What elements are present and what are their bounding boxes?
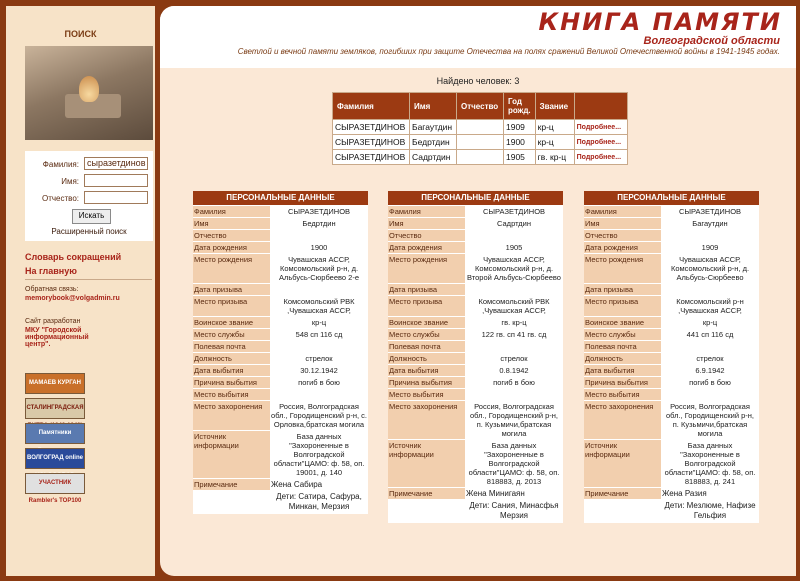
card-field-row (193, 352, 368, 364)
field-label: Фамилия (388, 206, 465, 217)
field-label: Дата рождения (193, 242, 270, 253)
cell-name: Садртдин (410, 150, 457, 165)
cell-patronymic (457, 120, 504, 135)
cell-name: Бедртдин (410, 135, 457, 150)
field-label: Должность (388, 353, 465, 364)
cell-name: Багаутдин (410, 120, 457, 135)
field-label: Причина выбытия (388, 377, 465, 388)
field-value (465, 389, 563, 400)
surname-row (25, 157, 153, 171)
eternal-flame-image (25, 46, 153, 140)
field-value: 0.8.1942 (499, 366, 529, 375)
children-spacer (388, 499, 465, 523)
card-field-row (388, 295, 563, 316)
person-card (193, 191, 368, 514)
col-name: Имя (410, 93, 457, 120)
results-table (332, 92, 628, 165)
field-value: стрелок (305, 354, 333, 363)
found-count: Найдено человек: 3 (436, 76, 520, 86)
site-header (160, 6, 796, 68)
made-by-org[interactable]: МКУ "Городской информационный центр". (25, 327, 89, 348)
field-value (661, 284, 759, 295)
field-label: Источник информации (388, 440, 465, 487)
children-value: Дети: Мезлюме, Нафизе Гельфия (664, 501, 756, 520)
card-field-row (388, 340, 563, 352)
name-row (25, 174, 153, 188)
field-label: Место службы (193, 329, 270, 340)
note-value: Жена Разия (662, 489, 707, 498)
children-value: Дети: Сания, Минасфья Мерзия (469, 501, 559, 520)
card-field-row (584, 295, 759, 316)
field-value: стрелок (500, 354, 528, 363)
card-field-row (388, 229, 563, 241)
banner-volgograd-online[interactable]: ВОЛГОГРАД online (25, 448, 85, 469)
field-value: Комсомольский р-н ,Чувашская АССР, (676, 297, 744, 315)
field-value: База данных "Захороненные в Волгоградской области"ЦАМО: ф. 58, оп. 19001, д. 140 (273, 432, 365, 477)
banner-mamaev[interactable]: МАМАЕВ КУРГАН (25, 373, 85, 394)
advanced-search-link[interactable]: Расширенный поиск (51, 227, 127, 236)
field-label: Отчество (193, 230, 270, 241)
patronymic-input[interactable] (84, 191, 148, 204)
field-value: Комсомольский РВК ,Чувашская АССР, (478, 297, 550, 315)
field-label: Место захоронения (388, 401, 465, 439)
field-label: Дата выбытия (388, 365, 465, 376)
card-field-row (584, 364, 759, 376)
col-more (574, 93, 627, 120)
field-value: кр-ц (702, 318, 718, 327)
field-label: Имя (584, 218, 661, 229)
details-link[interactable]: Подробнее... (574, 150, 627, 165)
card-field-row (584, 340, 759, 352)
details-link[interactable]: Подробнее... (574, 135, 627, 150)
field-label: Дата призыва (193, 284, 270, 295)
card-field-row (193, 253, 368, 283)
field-value: погиб в бою (493, 378, 535, 387)
card-field-row (193, 430, 368, 478)
card-field-row (193, 316, 368, 328)
card-children-row (388, 499, 563, 523)
field-label: Место рождения (584, 254, 661, 283)
field-value (270, 284, 368, 295)
field-label: Место призыва (584, 296, 661, 316)
card-field-row (193, 376, 368, 388)
field-label: Имя (388, 218, 465, 229)
card-field-row (388, 439, 563, 487)
card-field-row (584, 388, 759, 400)
field-label: Отчество (584, 230, 661, 241)
card-header: ПЕРСОНАЛЬНЫЕ ДАННЫЕ (388, 191, 563, 205)
field-value: Чувашская АССР, Комсомольский р-н, д. Второй Альбусь-Сюрбеево (467, 255, 561, 282)
field-label: Место захоронения (584, 401, 661, 439)
field-value (270, 230, 368, 241)
card-note-row (584, 487, 759, 499)
children-spacer (584, 499, 661, 523)
card-field-row (388, 388, 563, 400)
field-label: Дата выбытия (193, 365, 270, 376)
field-value: гв. кр-ц (501, 318, 527, 327)
card-field-row (193, 241, 368, 253)
field-value (270, 341, 368, 352)
card-field-row (193, 295, 368, 316)
field-value: 30.12.1942 (300, 366, 338, 375)
card-header: ПЕРСОНАЛЬНЫЕ ДАННЫЕ (193, 191, 368, 205)
cell-surname: СЫРАЗЕТДИНОВ (333, 135, 410, 150)
children-value: Дети: Сатира, Сафура, Минкан, Мерзия (276, 492, 362, 511)
banner-monuments[interactable]: Памятники (25, 423, 85, 444)
field-value: 548 сп 116 сд (295, 330, 343, 339)
person-card (584, 191, 759, 523)
card-field-row (584, 352, 759, 364)
cell-rank: кр-ц (535, 135, 574, 150)
field-label: Место службы (388, 329, 465, 340)
card-field-row (584, 217, 759, 229)
home-link[interactable]: На главную (25, 266, 77, 276)
field-value: СЫРАЗЕТДИНОВ (482, 207, 546, 216)
feedback-email[interactable]: memorybook@volgadmin.ru (25, 295, 120, 302)
site-title: КНИГА ПАМЯТИ (538, 8, 782, 36)
card-field-row (193, 229, 368, 241)
card-field-row (584, 316, 759, 328)
cell-rank: кр-ц (535, 120, 574, 135)
card-field-row (388, 328, 563, 340)
note-value: Жена Минигаян (466, 489, 525, 498)
card-note-row (388, 487, 563, 499)
card-field-row (584, 205, 759, 217)
field-label: Воинское звание (584, 317, 661, 328)
card-field-row (193, 340, 368, 352)
field-label: Полевая почта (388, 341, 465, 352)
card-field-row (193, 328, 368, 340)
search-title: ПОИСК (64, 29, 97, 39)
field-label: Источник информации (193, 431, 270, 478)
field-value: 122 гв. сп 41 гв. сд (481, 330, 547, 339)
field-value: погиб в бою (689, 378, 731, 387)
name-label: Имя: (61, 177, 79, 186)
card-field-row (584, 283, 759, 295)
card-field-row (388, 283, 563, 295)
field-value: 1905 (505, 243, 523, 252)
field-label: Должность (584, 353, 661, 364)
field-value: 6.9.1942 (695, 366, 725, 375)
field-value (661, 389, 759, 400)
field-value: Комсомольский РВК ,Чувашская АССР, (283, 297, 355, 315)
field-label: Место выбытия (193, 389, 270, 400)
field-label: Фамилия (193, 206, 270, 217)
details-link[interactable]: Подробнее... (574, 120, 627, 135)
table-row (333, 135, 628, 150)
card-field-row (388, 364, 563, 376)
field-label: Дата рождения (584, 242, 661, 253)
search-form (25, 151, 153, 241)
card-children-row (584, 499, 759, 523)
field-label: Источник информации (584, 440, 661, 487)
card-field-row (584, 439, 759, 487)
patronymic-label: Отчество: (42, 194, 79, 203)
field-value: База данных "Захороненные в Волгоградской области"ЦАМО: ф. 58, оп. 818883, д. 2013 (468, 441, 560, 486)
field-value: Россия, Волгоградская обл., Городищенский р-н, с. Орловка,братская могила (271, 402, 367, 429)
card-field-row (193, 388, 368, 400)
field-value: Чувашская АССР, Комсомольский р-н, д. Альбусь-Сюрбеево 2-е (279, 255, 359, 282)
card-header: ПЕРСОНАЛЬНЫЕ ДАННЫЕ (584, 191, 759, 205)
card-field-row (388, 316, 563, 328)
field-label: Причина выбытия (193, 377, 270, 388)
card-field-row (193, 364, 368, 376)
field-label: Дата призыва (388, 284, 465, 295)
site-subtitle: Волгоградской области (643, 35, 780, 47)
field-value: База данных "Захороненные в Волгоградской области"ЦАМО: ф. 58, оп. 818883, д. 241 (664, 441, 756, 486)
field-label: Место выбытия (584, 389, 661, 400)
field-value: СЫРАЗЕТДИНОВ (287, 207, 351, 216)
sidebar (6, 6, 155, 576)
field-value: погиб в бою (298, 378, 340, 387)
card-field-row (388, 400, 563, 439)
field-label: Фамилия (584, 206, 661, 217)
cell-patronymic (457, 135, 504, 150)
note-label: Примечание (193, 479, 270, 490)
card-field-row (193, 283, 368, 295)
field-value: Россия, Волгоградская обл., Городищенский р-н, п. Кузьмичи,братская могила (665, 402, 755, 438)
card-field-row (584, 400, 759, 439)
card-children-row (193, 490, 368, 514)
field-value: Садртдин (497, 219, 531, 228)
cell-patronymic (457, 150, 504, 165)
field-label: Причина выбытия (584, 377, 661, 388)
card-field-row (388, 205, 563, 217)
field-label: Место рождения (193, 254, 270, 283)
card-field-row (388, 376, 563, 388)
name-input[interactable] (84, 174, 148, 187)
field-label: Место захоронения (193, 401, 270, 430)
field-value (270, 389, 368, 400)
field-label: Дата призыва (584, 284, 661, 295)
card-note-row (193, 478, 368, 490)
patronymic-row (25, 191, 153, 205)
card-field-row (388, 217, 563, 229)
field-value: Чувашская АССР, Комсомольский р-н, д. Альбусь-Сюрбеево (670, 255, 750, 282)
field-value (465, 341, 563, 352)
field-value: 441 сп 116 сд (686, 330, 734, 339)
card-field-row (193, 400, 368, 430)
banner-rambler[interactable]: УЧАСТНИК Rambler's TOP100 (25, 473, 85, 494)
field-value: кр-ц (311, 318, 327, 327)
results-header-row (333, 93, 628, 120)
card-field-row (388, 253, 563, 283)
site-tagline: Светлой и вечной памяти земляков, погибших при защите Отечества на полях сражений Великой Отечественной войны в 1941-1945 годах. (237, 47, 780, 56)
field-label: Воинское звание (193, 317, 270, 328)
field-label: Дата рождения (388, 242, 465, 253)
person-card (388, 191, 563, 523)
note-value: Жена Сабира (271, 480, 323, 489)
banner-stalingrad[interactable]: СТАЛИНГРАДСКАЯ (25, 398, 85, 419)
field-value: Багаутдин (692, 219, 728, 228)
card-field-row (388, 241, 563, 253)
card-field-row (584, 253, 759, 283)
field-label: Воинское звание (388, 317, 465, 328)
surname-input[interactable]: сыразетдинов (84, 157, 148, 170)
field-label: Имя (193, 218, 270, 229)
field-value: 1909 (701, 243, 719, 252)
table-row (333, 150, 628, 165)
field-label: Полевая почта (193, 341, 270, 352)
card-field-row (584, 241, 759, 253)
cell-year: 1905 (504, 150, 536, 165)
side-links (25, 252, 153, 280)
col-rank: Звание (535, 93, 574, 120)
col-birth-year: Год рожд. (504, 93, 536, 120)
card-field-row (193, 205, 368, 217)
field-value (465, 284, 563, 295)
feedback-label: Обратная связь: (25, 286, 79, 293)
search-button[interactable]: Искать (72, 209, 111, 224)
field-label: Место выбытия (388, 389, 465, 400)
cell-year: 1909 (504, 120, 536, 135)
made-by-label: Сайт разработан (25, 318, 81, 325)
field-label: Отчество (388, 230, 465, 241)
cell-rank: гв. кр-ц (535, 150, 574, 165)
surname-label: Фамилия: (42, 160, 79, 169)
card-field-row (193, 217, 368, 229)
col-patronymic: Отчество (457, 93, 504, 120)
field-value (661, 230, 759, 241)
field-value: стрелок (696, 354, 724, 363)
children-spacer (193, 490, 270, 514)
note-label: Примечание (388, 488, 465, 499)
field-value (661, 341, 759, 352)
cell-year: 1900 (504, 135, 536, 150)
table-row (333, 120, 628, 135)
card-field-row (584, 376, 759, 388)
field-label: Полевая почта (584, 341, 661, 352)
field-value: СЫРАЗЕТДИНОВ (678, 207, 742, 216)
note-label: Примечание (584, 488, 661, 499)
card-field-row (584, 229, 759, 241)
abbreviations-link[interactable]: Словарь сокращений (25, 252, 122, 262)
field-label: Дата выбытия (584, 365, 661, 376)
cell-surname: СЫРАЗЕТДИНОВ (333, 150, 410, 165)
field-value: Россия, Волгоградская обл., Городищенский р-н, п. Кузьмичи,братская могила (469, 402, 559, 438)
col-surname: Фамилия (333, 93, 410, 120)
field-value: Бедртдин (302, 219, 336, 228)
main-content (160, 6, 796, 576)
field-value (465, 230, 563, 241)
field-label: Место призыва (388, 296, 465, 316)
sidebar-divider (25, 279, 152, 280)
card-field-row (388, 352, 563, 364)
field-value: 1900 (310, 243, 328, 252)
field-label: Место призыва (193, 296, 270, 316)
field-label: Должность (193, 353, 270, 364)
card-field-row (584, 328, 759, 340)
cell-surname: СЫРАЗЕТДИНОВ (333, 120, 410, 135)
field-label: Место службы (584, 329, 661, 340)
field-label: Место рождения (388, 254, 465, 283)
